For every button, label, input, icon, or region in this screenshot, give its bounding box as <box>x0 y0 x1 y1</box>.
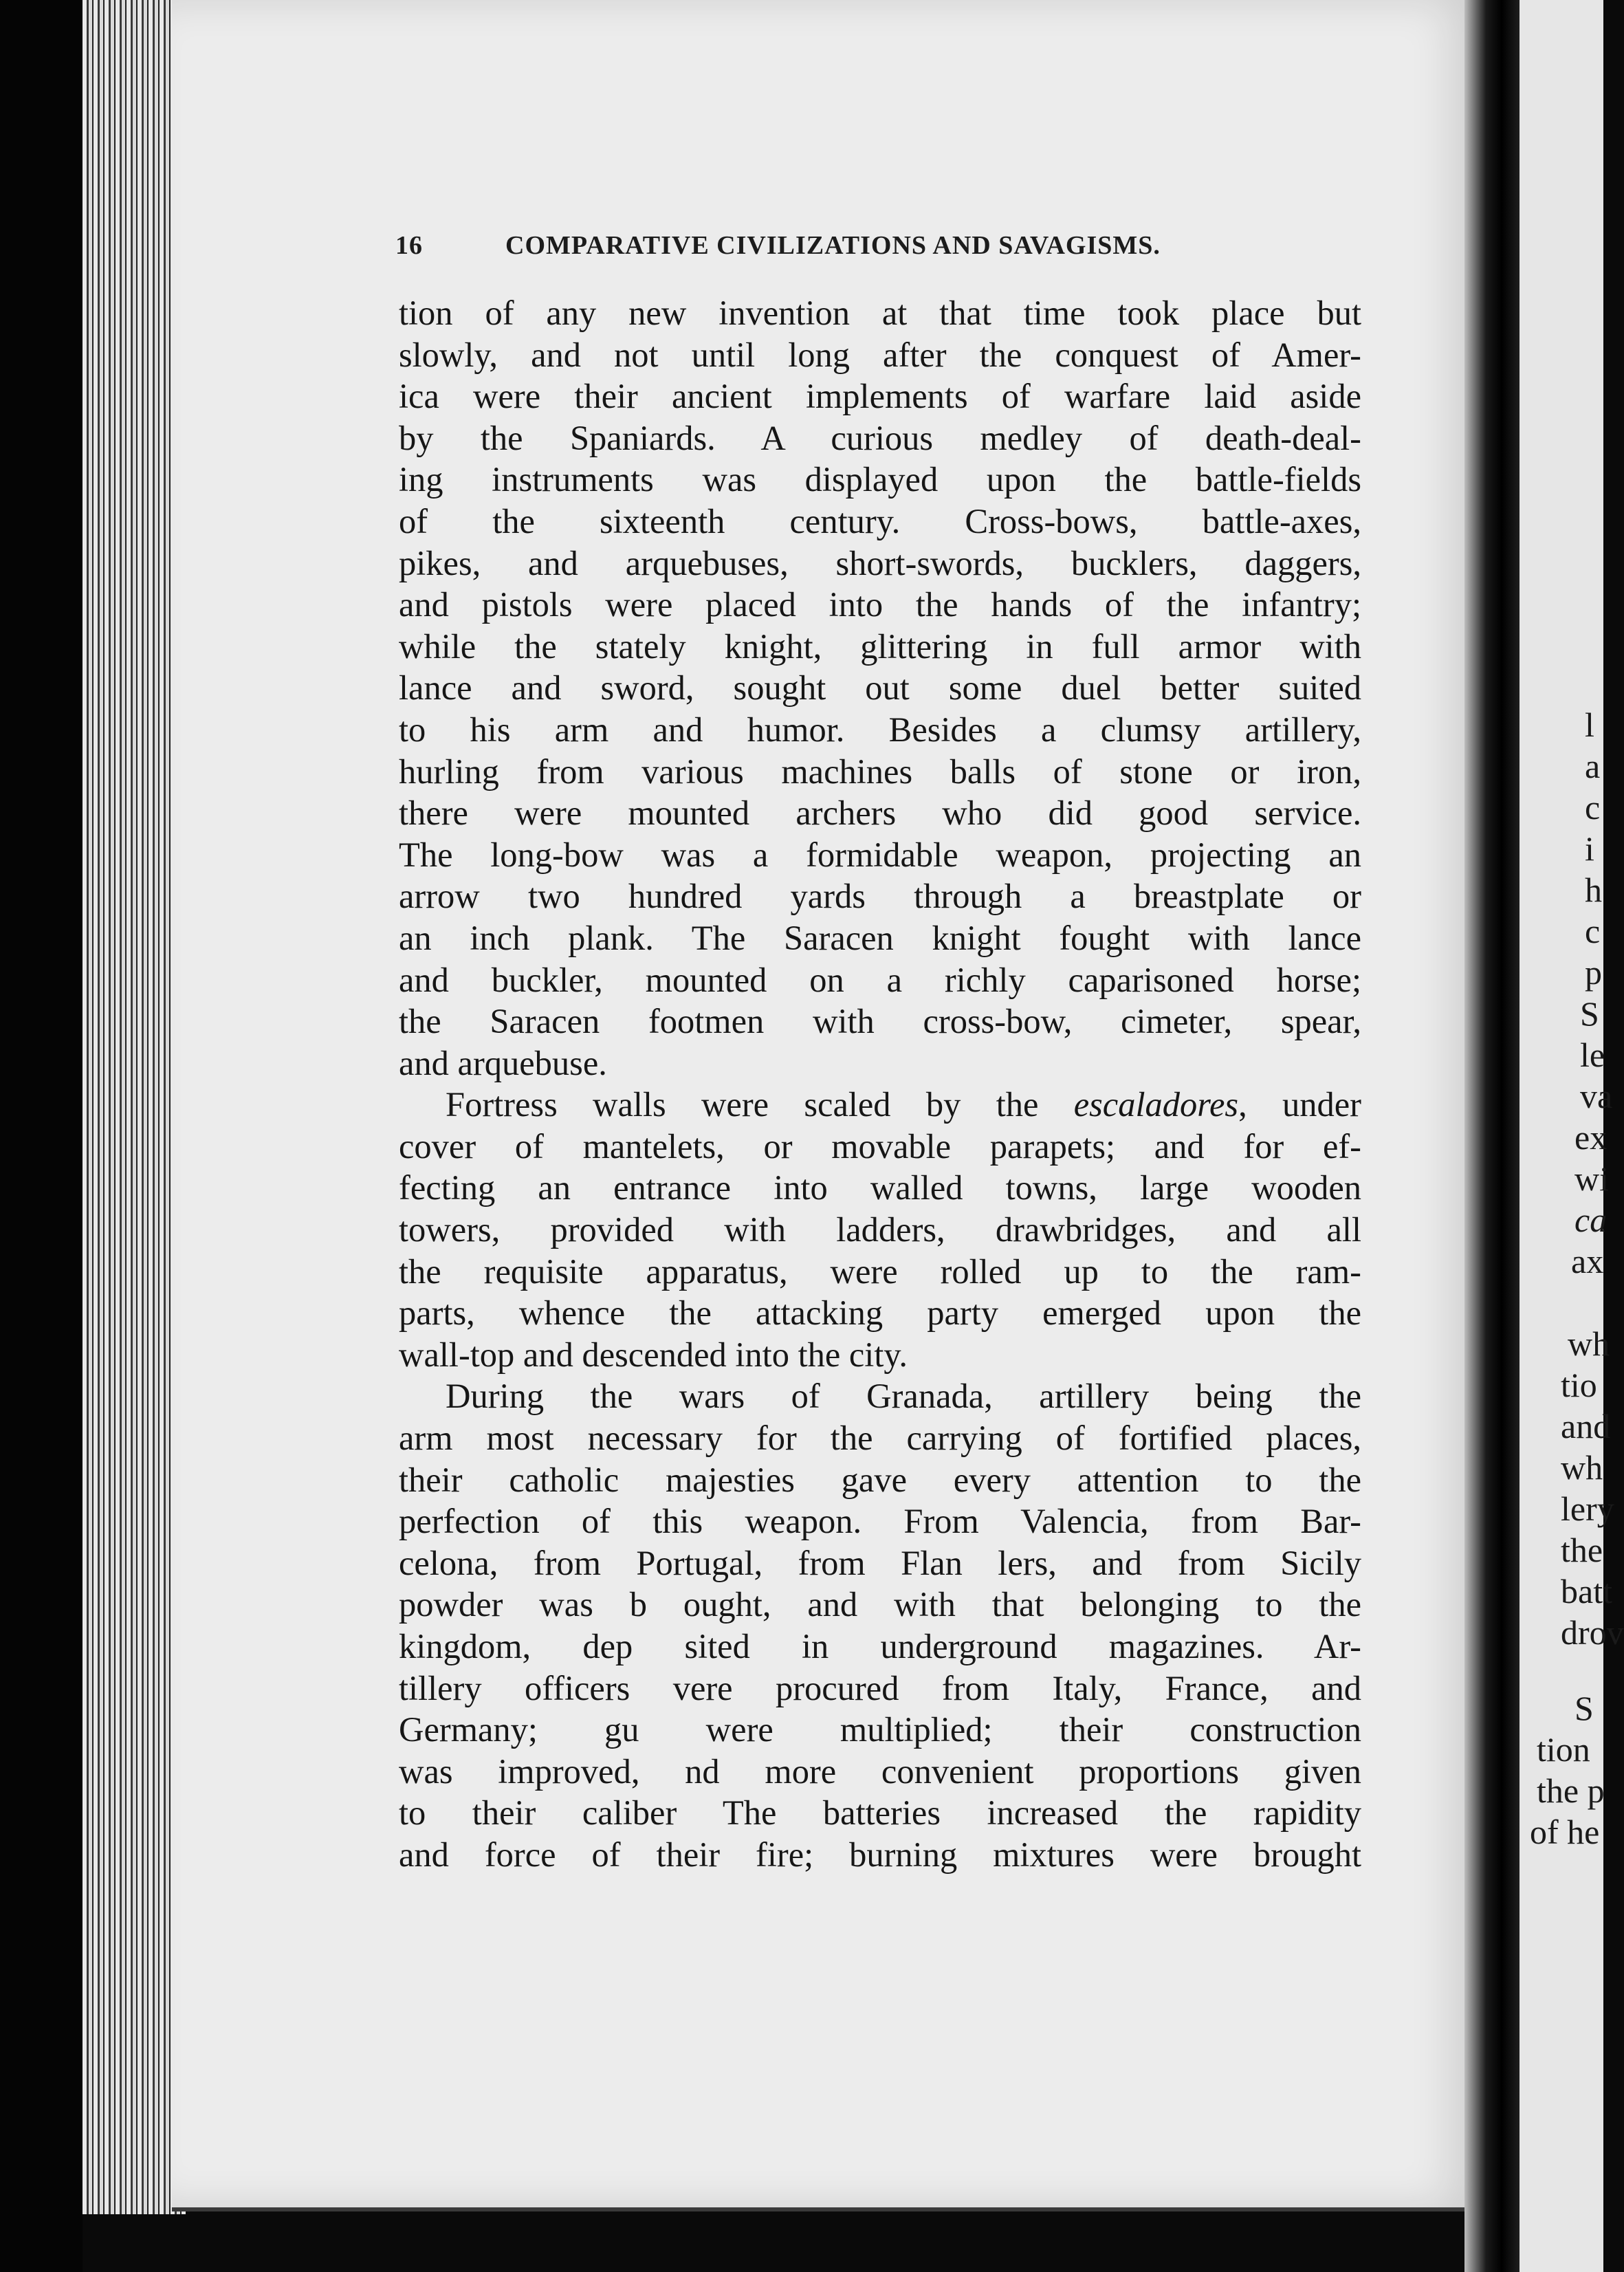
facing-page-text: c <box>1585 912 1601 950</box>
facing-page-text: i <box>1585 829 1594 868</box>
facing-page-text: S <box>1580 994 1599 1033</box>
running-title: COMPARATIVE CIVILIZATIONS AND SAVAGISMS. <box>505 231 1161 260</box>
text-segment: Fortress walls were scaled by the <box>446 1085 1039 1124</box>
text-line: the Saracen footmen with cross-bow, cimeter, spear, <box>399 1002 1361 1041</box>
body-text <box>399 292 1361 1876</box>
text-line: to his arm and humor. Besides a clumsy artillery, <box>399 710 1361 749</box>
facing-page-text: c <box>1585 788 1601 827</box>
text-line: wall-top and descended into the city. <box>399 1335 908 1374</box>
text-line: towers, provided with ladders, drawbridges, and all <box>399 1210 1361 1249</box>
text-line: cover of mantelets, or movable parapets; and for ef- <box>399 1126 1361 1166</box>
page-edges <box>83 0 186 2214</box>
text-line: and buckler, mounted on a richly caparisoned horse; <box>399 960 1361 999</box>
facing-page-text: batt <box>1561 1572 1612 1610</box>
text-line: and arquebuse. <box>399 1043 607 1082</box>
text-line: perfection of this weapon. From Valencia, from Bar- <box>399 1502 1361 1541</box>
facing-page-text: and <box>1561 1407 1611 1445</box>
book-gutter <box>1464 0 1526 2272</box>
text-line: powder was b ought, and with that belonging to the <box>399 1585 1361 1624</box>
text-line: During the wars of Granada, artillery being the <box>446 1377 1361 1416</box>
facing-page-text: wh <box>1568 1324 1610 1363</box>
facing-page-text: ca <box>1574 1201 1607 1239</box>
text-line: there were mounted archers who did good service. <box>399 794 1361 833</box>
text-line: arm most necessary for the carrying of fortified places, <box>399 1419 1361 1458</box>
text-line: by the Spaniards. A curious medley of death-deal- <box>399 418 1361 457</box>
text-line: tillery officers vere procured from Italy, France, and <box>399 1668 1361 1707</box>
text-line: their catholic majesties gave every attention to the <box>399 1460 1361 1499</box>
text-line: The long-bow was a formidable weapon, projecting an <box>399 835 1361 874</box>
facing-page-text: ax <box>1571 1242 1604 1280</box>
text-line: and force of their fire; burning mixtures were brought <box>399 1835 1361 1874</box>
facing-page-text: wi <box>1574 1159 1609 1198</box>
text-line: fecting an entrance into walled towns, large wooden <box>399 1168 1361 1208</box>
facing-page-text: va <box>1580 1077 1613 1115</box>
facing-page-text: S <box>1574 1689 1594 1727</box>
facing-page-text: wh <box>1561 1448 1603 1487</box>
text-line: Germany; gu were multiplied; their construction <box>399 1710 1361 1749</box>
facing-page-text: the <box>1561 1531 1603 1569</box>
text-line: slowly, and not until long after the conquest of Amer- <box>399 335 1361 374</box>
text-line: celona, from Portugal, from Flan lers, and from Sicily <box>399 1543 1361 1582</box>
text-line: ica were their ancient implements of warfare laid aside <box>399 377 1361 416</box>
text-line: ing instruments was displayed upon the battle-fields <box>399 460 1361 499</box>
facing-page-text: l <box>1585 706 1594 744</box>
facing-page-text: tio <box>1561 1366 1597 1404</box>
facing-page-text: the p <box>1537 1771 1605 1810</box>
facing-page-text: lery <box>1561 1489 1614 1528</box>
facing-page-text: le <box>1580 1036 1605 1074</box>
text-line: an inch plank. The Saracen knight fought with lance <box>399 918 1361 957</box>
facing-page-fragment <box>1519 0 1624 2272</box>
text-line: kingdom, dep sited in underground magazines. Ar- <box>399 1627 1361 1665</box>
text-line: the requisite apparatus, were rolled up to the ram- <box>399 1252 1361 1291</box>
facing-page-text: of he <box>1530 1813 1600 1851</box>
facing-page-text: tion <box>1537 1730 1590 1769</box>
text-line: arrow two hundred yards through a breastplate or <box>399 877 1361 916</box>
running-header <box>395 230 1234 272</box>
text-segment: , under <box>1238 1085 1362 1124</box>
text-line: parts, whence the attacking party emerged upon the <box>399 1293 1361 1333</box>
facing-page-text: drov <box>1561 1613 1624 1652</box>
text-line: tion of any new invention at that time took place but <box>399 294 1361 332</box>
italic-term: escaladores <box>1073 1085 1239 1124</box>
text-line: hurling from various machines balls of stone or iron, <box>399 752 1361 791</box>
text-line: was improved, nd more convenient proportions given <box>399 1751 1361 1791</box>
text-line: lance and sword, sought out some duel better suited <box>399 668 1361 708</box>
facing-page-text: h <box>1585 871 1602 909</box>
facing-page-text: ex <box>1574 1118 1607 1157</box>
facing-page-text: p <box>1585 953 1602 992</box>
facing-page-text: a <box>1585 747 1601 785</box>
text-line: and pistols were placed into the hands of the infantry; <box>399 585 1361 624</box>
text-line <box>399 1084 1361 1126</box>
text-line: pikes, and arquebuses, short-swords, bucklers, daggers, <box>399 543 1361 582</box>
text-line: while the stately knight, glittering in full armor with <box>399 626 1361 666</box>
text-line: to their caliber The batteries increased the rapidity <box>399 1793 1361 1833</box>
page-number: 16 <box>395 231 423 260</box>
text-line: of the sixteenth century. Cross-bows, battle-axes, <box>399 501 1361 540</box>
scanner-background <box>0 0 83 2272</box>
